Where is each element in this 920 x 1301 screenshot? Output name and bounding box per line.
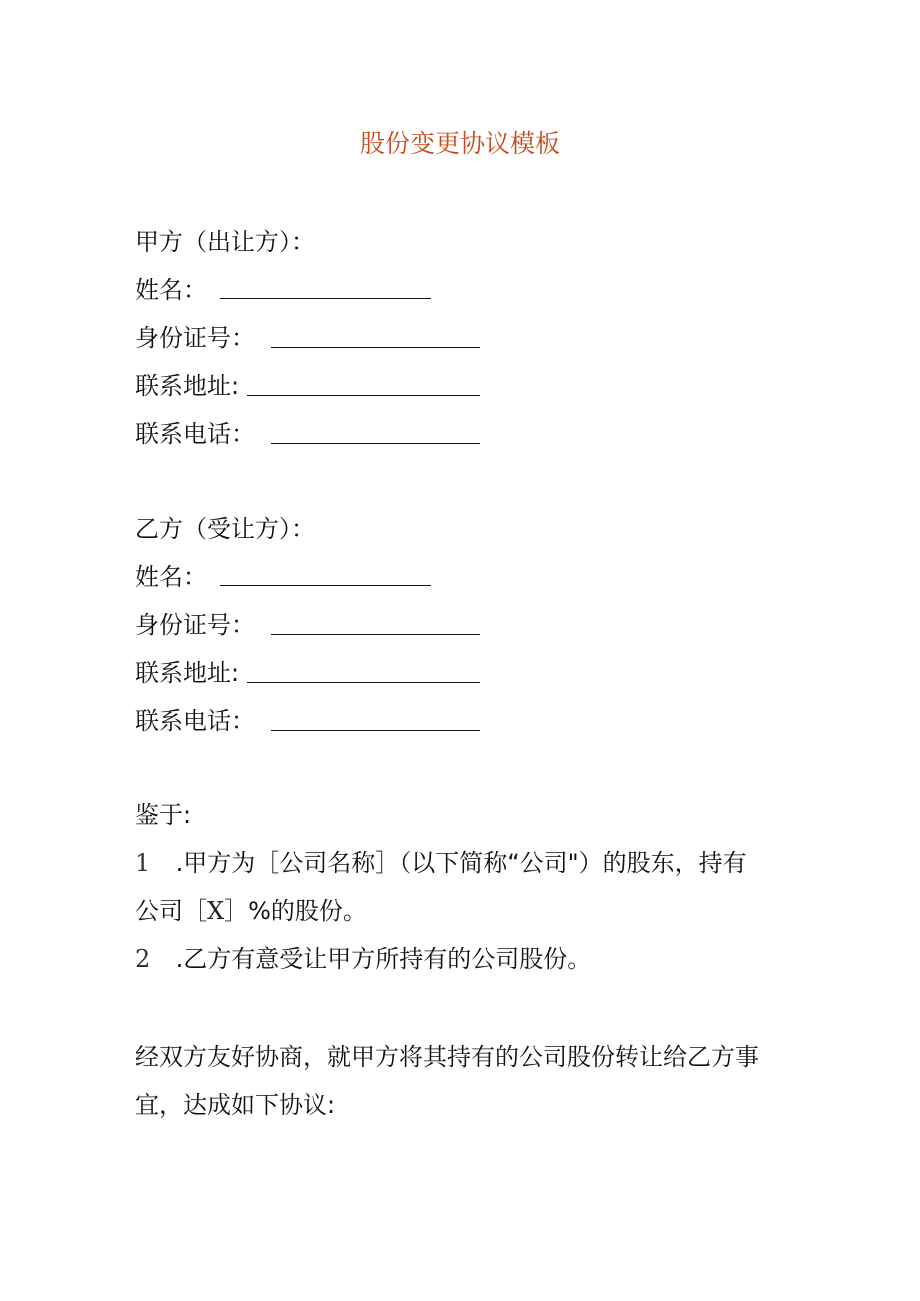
- conclusion-line-1: 经双方友好协商，就甲方将其持有的公司股份转让给乙方事: [135, 1043, 759, 1071]
- party-b-name-label: 姓名：: [135, 563, 207, 591]
- party-a-phone-blank[interactable]: [271, 443, 480, 444]
- whereas-item-2-text: .乙方有意受让甲方所持有的公司股份。: [175, 945, 592, 973]
- party-b-heading: 乙方（受让方）：: [135, 515, 315, 543]
- whereas-item-1-line-1: [135, 846, 795, 880]
- party-b-id-label: 身份证号：: [135, 611, 255, 639]
- party-a-name-label: 姓名：: [135, 276, 207, 304]
- whereas-item-1-placeholder: ［X］: [183, 897, 249, 925]
- party-b-phone-blank[interactable]: [271, 730, 480, 731]
- party-b-name-blank[interactable]: [220, 585, 431, 586]
- party-a-name-blank[interactable]: [220, 298, 431, 299]
- party-a-phone-label: 联系电话：: [135, 420, 255, 448]
- whereas-item-1-text: .甲方为［公司名称］（以下简称“公司"）的股东，持有: [175, 849, 747, 877]
- whereas-heading: 鉴于:: [135, 801, 192, 829]
- party-b-address-blank[interactable]: [247, 682, 480, 683]
- party-a-id-label: 身份证号：: [135, 324, 255, 352]
- whereas-item-1-company: 公司: [135, 897, 183, 925]
- party-b-phone-label: 联系电话：: [135, 707, 255, 735]
- document-title: 股份变更协议模板: [359, 129, 560, 158]
- party-a-address-label: 联系地址:: [135, 372, 240, 400]
- whereas-item-1-number: 1: [135, 849, 151, 877]
- party-a-id-blank[interactable]: [271, 347, 480, 348]
- conclusion-line-2: 宜，达成如下协议:: [135, 1091, 336, 1119]
- party-b-id-blank[interactable]: [271, 634, 480, 635]
- party-a-address-blank[interactable]: [247, 395, 480, 396]
- whereas-item-1-shares: %的股份。: [248, 897, 367, 925]
- whereas-item-2-number: 2: [135, 945, 151, 973]
- whereas-item-2: [135, 942, 795, 976]
- party-a-heading: 甲方（出让方）：: [135, 228, 315, 256]
- whereas-item-1-line-2: [135, 894, 795, 928]
- party-b-address-label: 联系地址:: [135, 659, 240, 687]
